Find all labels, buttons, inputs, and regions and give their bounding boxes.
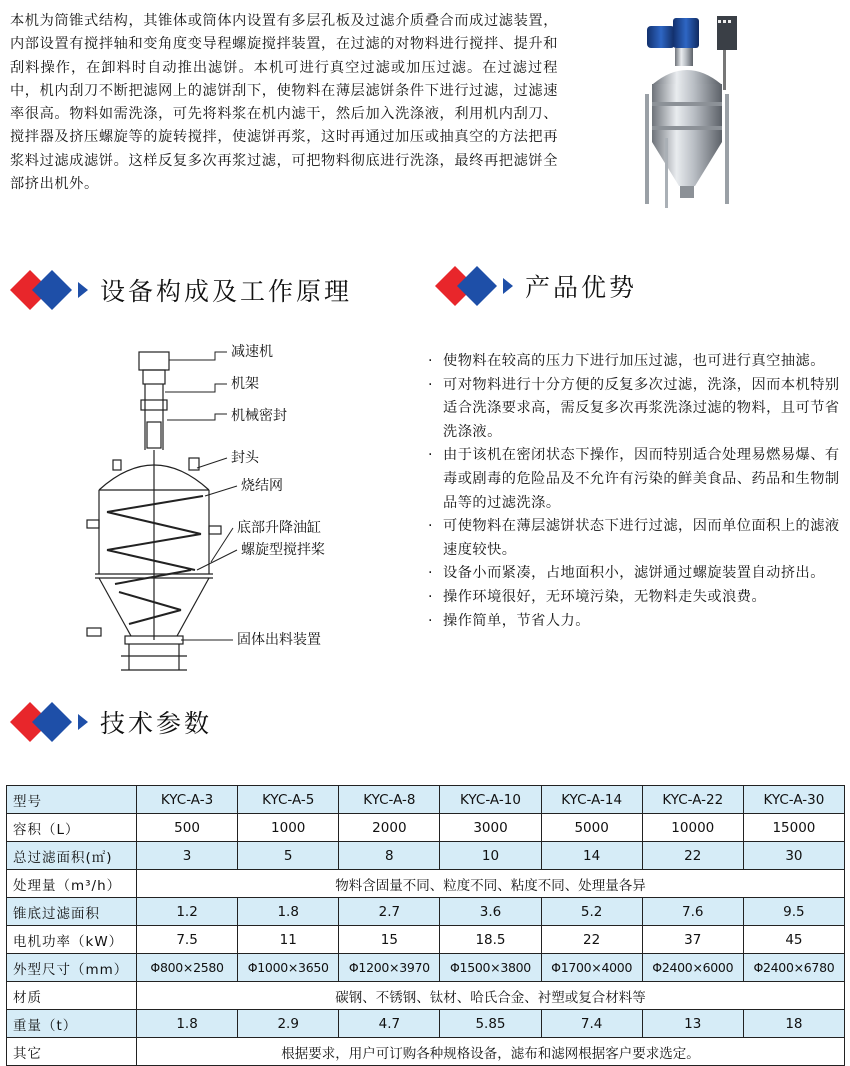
table-cell: KYC-A-30 — [743, 786, 844, 814]
table-cell: 500 — [137, 814, 238, 842]
table-cell: Φ1700×4000 — [541, 954, 642, 982]
row-label: 总过滤面积(㎡) — [7, 842, 137, 870]
table-cell: 18.5 — [440, 926, 541, 954]
section-header-structure — [8, 268, 352, 312]
spec-table — [6, 785, 845, 1066]
intro-paragraph: 本机为筒锥式结构，其锥体或筒体内设置有多层孔板及过滤介质叠合而成过滤装置，内部设置有搅拌轴和变角度变导程螺旋搅拌装置，在过滤的对物料进行搅拌、提升和刮料操作，在卸料时自动推出滤饼。本机可进行真空过滤或加压过滤。在过滤过程中，机内刮刀不断把滤网上的滤饼刮下，使物料在薄层滤饼条件下进行过滤，过滤速率很高。物料如需洗涤，可先将料浆在机内滤干，然后加入洗涤液，利用机内刮刀、搅拌器及挤压螺旋等的旋转搅拌，使滤饼再浆，这时再通过加压或抽真空的方法把再浆料过滤成滤饼。这样反复多次再浆过滤，可把物料彻底进行洗涤，最终再把滤饼全部挤出机外。 — [10, 13, 558, 193]
row-label: 电机功率（kW） — [7, 926, 137, 954]
list-item: · 使物料在较高的压力下进行加压过滤，也可进行真空抽滤。 — [425, 350, 845, 374]
section-title: 设备构成及工作原理 — [100, 277, 353, 306]
table-row — [7, 926, 845, 954]
list-item: · 操作简单，节省人力。 — [425, 610, 845, 634]
list-item: · 可对物料进行十分方便的反复多次过滤，洗涤，因而本机特别适合洗涤要求高，需反复多次再浆洗涤过滤的物料，且可节省洗涤液。 — [425, 374, 845, 445]
filter-dryer-photo — [625, 6, 750, 216]
table-cell: 15000 — [743, 814, 844, 842]
table-cell: 22 — [642, 842, 743, 870]
table-cell: 9.5 — [743, 898, 844, 926]
row-label: 容积（L） — [7, 814, 137, 842]
table-cell: 3000 — [440, 814, 541, 842]
table-cell: 5 — [238, 842, 339, 870]
table-cell: KYC-A-10 — [440, 786, 541, 814]
table-cell: 30 — [743, 842, 844, 870]
table-row — [7, 982, 845, 1010]
label-lift-cylinder: 底部升降油缸 — [237, 520, 321, 536]
table-cell: 11 — [238, 926, 339, 954]
label-sintered-mesh: 烧结网 — [241, 478, 283, 494]
table-cell: 8 — [339, 842, 440, 870]
label-frame: 机架 — [231, 376, 259, 392]
table-cell: 22 — [541, 926, 642, 954]
row-label: 材质 — [7, 982, 137, 1010]
table-cell: 10000 — [642, 814, 743, 842]
table-cell: 2000 — [339, 814, 440, 842]
table-cell: 7.6 — [642, 898, 743, 926]
list-item: · 由于该机在密闭状态下操作，因而特别适合处理易燃易爆、有毒或剧毒的危险品及不允许有污染的鲜美食品、药品和生物制品等的过滤洗涤。 — [425, 444, 845, 515]
table-cell: 1000 — [238, 814, 339, 842]
table-cell: Φ2400×6780 — [743, 954, 844, 982]
table-cell: Φ1200×3970 — [339, 954, 440, 982]
table-row — [7, 1010, 845, 1038]
section-title: 技术参数 — [100, 709, 213, 738]
table-cell: 13 — [642, 1010, 743, 1038]
label-spiral-stirrer: 螺旋型搅拌桨 — [241, 542, 325, 558]
list-item: · 设备小而紧凑，占地面积小，滤饼通过螺旋装置自动挤出。 — [425, 562, 845, 586]
table-row — [7, 814, 845, 842]
table-cell: 物料含固量不同、粒度不同、粘度不同、处理量各异 — [137, 870, 845, 898]
table-cell: 5.2 — [541, 898, 642, 926]
table-row — [7, 954, 845, 982]
label-mechanical-seal: 机械密封 — [231, 408, 287, 424]
table-cell: 5000 — [541, 814, 642, 842]
table-cell: 45 — [743, 926, 844, 954]
diamond-arrow-icon — [8, 268, 92, 312]
table-cell: 2.9 — [238, 1010, 339, 1038]
table-cell: 1.8 — [137, 1010, 238, 1038]
table-cell: 1.2 — [137, 898, 238, 926]
table-row — [7, 786, 845, 814]
table-cell: 2.7 — [339, 898, 440, 926]
advantages-list — [425, 350, 845, 633]
row-label: 其它 — [7, 1038, 137, 1066]
row-label: 处理量（m³/h） — [7, 870, 137, 898]
label-solid-discharge: 固体出料装置 — [237, 632, 321, 648]
section-title: 产品优势 — [525, 273, 638, 302]
table-cell: 5.85 — [440, 1010, 541, 1038]
row-label: 锥底过滤面积 — [7, 898, 137, 926]
table-cell: KYC-A-3 — [137, 786, 238, 814]
label-reducer: 减速机 — [231, 344, 273, 360]
row-label: 型号 — [7, 786, 137, 814]
table-cell: 15 — [339, 926, 440, 954]
equipment-schematic — [85, 340, 385, 680]
table-cell: 10 — [440, 842, 541, 870]
label-head: 封头 — [231, 450, 259, 466]
table-cell: Φ2400×6000 — [642, 954, 743, 982]
table-row — [7, 870, 845, 898]
table-row — [7, 898, 845, 926]
table-cell: 根据要求，用户可订购各种规格设备，滤布和滤网根据客户要求选定。 — [137, 1038, 845, 1066]
table-cell: KYC-A-14 — [541, 786, 642, 814]
table-cell: 7.5 — [137, 926, 238, 954]
table-cell: 18 — [743, 1010, 844, 1038]
table-cell: 7.4 — [541, 1010, 642, 1038]
table-row — [7, 842, 845, 870]
table-cell: 碳钢、不锈钢、钛材、哈氏合金、衬塑或复合材料等 — [137, 982, 845, 1010]
row-label: 外型尺寸（mm） — [7, 954, 137, 982]
row-label: 重量（t） — [7, 1010, 137, 1038]
table-cell: 3 — [137, 842, 238, 870]
table-cell: 3.6 — [440, 898, 541, 926]
table-cell: 37 — [642, 926, 743, 954]
table-cell: KYC-A-22 — [642, 786, 743, 814]
table-cell: Φ800×2580 — [137, 954, 238, 982]
table-cell: 1.8 — [238, 898, 339, 926]
diamond-arrow-icon — [8, 700, 92, 744]
section-header-advantages — [433, 264, 637, 308]
table-row — [7, 1038, 845, 1066]
table-cell: 14 — [541, 842, 642, 870]
table-cell: KYC-A-5 — [238, 786, 339, 814]
list-item: · 可使物料在薄层滤饼状态下进行过滤，因而单位面积上的滤液速度较快。 — [425, 515, 845, 562]
table-cell: Φ1000×3650 — [238, 954, 339, 982]
table-cell: Φ1500×3800 — [440, 954, 541, 982]
table-cell: KYC-A-8 — [339, 786, 440, 814]
list-item: · 操作环境很好，无环境污染，无物料走失或浪费。 — [425, 586, 845, 610]
section-header-specs — [8, 700, 212, 744]
table-cell: 4.7 — [339, 1010, 440, 1038]
diamond-arrow-icon — [433, 264, 517, 308]
